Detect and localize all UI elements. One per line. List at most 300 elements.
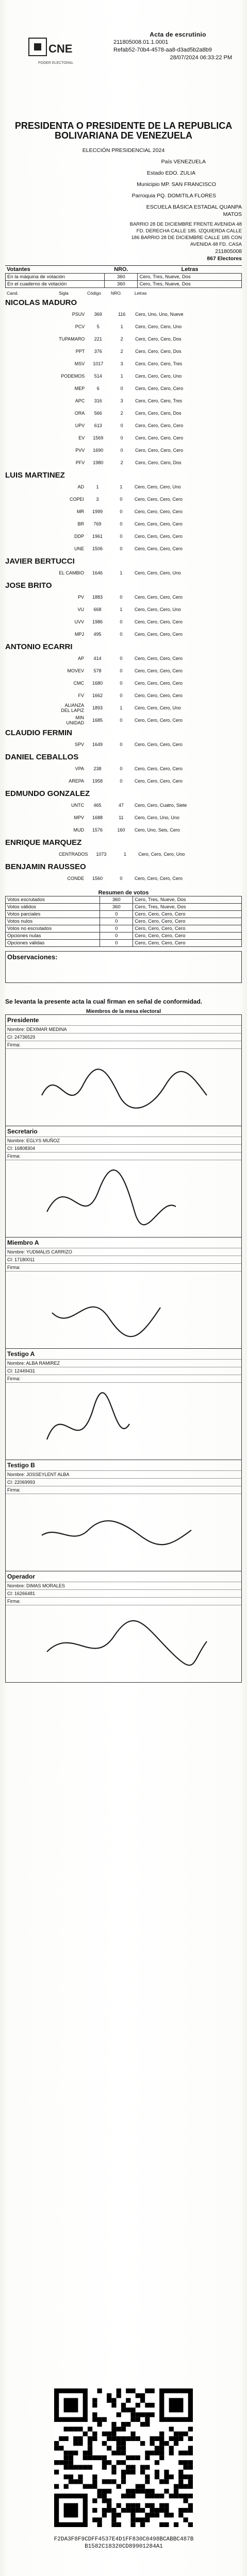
qr-module [83,2484,88,2489]
qr-module [130,2494,135,2498]
cell-letras: Cero, Cero, Cero, Cero [134,534,183,539]
qr-module [78,2475,83,2479]
table-row [5,505,242,518]
qr-module [178,2475,183,2479]
qr-module [130,2522,135,2527]
cell-logo [5,395,57,407]
member-firma-label: Firma: [6,1041,241,1048]
qr-module [92,2398,97,2403]
cell-logo [5,799,57,811]
table-row [5,591,242,603]
qr-module [121,2479,126,2484]
cell-letras: Cero, Cero, Cero, Cero [134,521,183,527]
qr-module [164,2475,169,2479]
candidate-party-table [5,567,242,579]
candidate-party-table [5,591,242,640]
cell-sigla: MR [77,509,85,514]
cell-logo [5,444,57,456]
qr-module [117,2436,121,2441]
qr-module [69,2455,73,2460]
cell-logo [5,775,57,787]
cell-sigla: TUPAMARO [58,336,85,342]
cell-nro: 47 [118,803,124,808]
cell-nro: 1 [120,324,123,329]
cell-sigla: PPT [75,349,85,354]
qr-module [117,2393,121,2398]
qr-module [178,2508,183,2513]
qr-module [121,2451,126,2455]
candidate-name: EDMUNDO GONZALEZ [5,789,90,798]
cell-nro: 3 [120,361,123,366]
cell-letras: Cero, Cero, Cero, Cero [134,693,183,698]
qr-module [54,2470,59,2475]
cell-letras: Cero, Cero, Cero, Cero [134,632,183,637]
cell-nro: 0 [120,595,123,600]
qr-module [140,2465,145,2469]
qr-module [88,2455,92,2460]
member-firma-label: Firma: [6,1597,241,1605]
cell-letras: Cero, Cero, Cero, Cero [134,876,183,881]
member-firma-label: Firma: [6,1375,241,1382]
table-row [5,872,242,885]
qr-module [145,2403,150,2408]
table-row [5,407,242,419]
qr-finder [64,2398,78,2413]
cell-nro: 2 [120,460,123,465]
cell-nro: 160 [117,827,125,833]
qr-module [111,2403,116,2408]
qr-module [140,2508,145,2513]
cell-codigo: 1569 [93,435,104,440]
cell-logo [5,702,57,714]
qr-module [117,2441,121,2446]
qr-module [78,2479,83,2484]
qr-module [150,2508,155,2513]
qr-module [159,2522,164,2527]
cell-sigla: BR [77,521,85,527]
qr-module [107,2460,111,2465]
candidate-party-table [5,738,242,751]
qr-module [150,2388,155,2393]
cell-sigla: ORA [74,411,85,416]
qr-module [188,2465,193,2469]
table-row [5,308,242,320]
member-firma-label: Firma: [6,1486,241,1494]
qr-module [97,2417,102,2422]
qr-finder [169,2398,184,2413]
cell-sigla: PV [78,595,85,600]
qr-module [130,2412,135,2417]
qr-module [107,2398,111,2403]
voting-center: ESCUELA BÁSICA ESTADAL QUANPA MATOS [146,204,242,217]
cell-nro: 1 [120,484,123,489]
qr-module [88,2427,92,2431]
qr-module [69,2479,73,2484]
qr-module [130,2436,135,2441]
candidates-list [5,296,242,885]
summary-nro: 0 [100,933,133,940]
qr-module [107,2498,111,2503]
qr-module [59,2436,63,2441]
qr-module [64,2455,69,2460]
qr-module [111,2398,116,2403]
qr-module [130,2503,135,2508]
cell-nro: 1 [120,570,123,575]
cell-nro: 116 [118,312,126,317]
qr-module [117,2484,121,2489]
letras-header: Letras [181,266,199,273]
cell-codigo: 769 [93,521,102,527]
qr-module [107,2508,111,2513]
cell-codigo: 668 [93,607,102,612]
cell-codigo: 465 [93,803,102,808]
table-row [5,518,242,530]
qr-module [69,2460,73,2465]
cell-logo [5,824,57,836]
qr-module [92,2517,97,2522]
qr-module [164,2479,169,2484]
signature-stroke [42,1069,207,1108]
cell-letras: Cero, Cero, Cero, Cero [134,681,183,686]
qr-module [97,2522,102,2527]
qr-module [164,2508,169,2513]
cell-nro: 0 [120,742,123,747]
qr-module [150,2513,155,2517]
cell-codigo: 1980 [93,460,104,465]
cell-letras: Cero, Cero, Cero, Dos [135,460,182,465]
qr-module [130,2465,135,2469]
state: Estado EDO. ZULIA [147,170,195,176]
summary-letras: Cero, Cero, Cero, Cero [133,918,242,925]
signature-image [37,1499,212,1566]
member-ci: CI: 16266481 [6,1589,241,1597]
acta-timestamp: 28/07/2024 06:33:22 PM [170,55,232,61]
receipt-header [0,0,247,124]
cell-codigo: 1883 [92,595,103,600]
cell-sigla: CMC [73,681,85,686]
qr-module [183,2508,188,2513]
cell-logo [5,738,57,751]
municipality: Municipio MP. SAN FRANCISCO [137,181,216,188]
cell-sigla: UNE [74,546,85,551]
qr-module [145,2503,150,2508]
cell-logo [5,677,57,689]
qr-module [102,2479,107,2484]
cell-letras: Cero, Cero, Cero, Cero [134,595,183,600]
cell-logo [5,543,57,555]
qr-module [159,2479,164,2484]
cell-letras: Cero, Cero, Cero, Cero [135,423,184,428]
candidate-block [5,469,242,555]
qr-module [111,2513,116,2517]
cell-logo [5,320,57,333]
qr-module [59,2460,63,2465]
table-row [5,481,242,493]
cell-sigla: CONDE [67,876,85,881]
summary-row [6,940,242,947]
cell-nro: 11 [119,815,124,820]
cell-logo [5,872,57,885]
qr-module [97,2494,102,2498]
cell-logo [5,345,57,358]
summary-nro: 0 [100,911,133,918]
qr-module [183,2484,188,2489]
candidate-name: CLAUDIO FERMIN [5,728,72,737]
cell-letras: Cero, Cero, Cero, Cero [134,778,183,784]
cell-codigo: 3 [96,497,99,502]
cell-codigo: 5 [96,324,100,329]
cell-codigo: 1986 [92,619,103,624]
table-row [5,603,242,616]
qr-module [126,2494,130,2498]
cell-codigo: 316 [94,398,102,403]
qr-module [83,2465,88,2469]
qr-module [136,2436,140,2441]
summary-label: Votos nulos [6,918,100,925]
qr-module [188,2436,193,2441]
qr-module [111,2422,116,2427]
qr-module [121,2508,126,2513]
closing-text: Se levanta la presente acta la cual firman en señal de conformidad. [5,998,203,1005]
qr-module [130,2513,135,2517]
qr-module [126,2503,130,2508]
cell-sigla: PCV [75,324,85,329]
qr-module [178,2460,183,2465]
cell-sigla: APC [75,398,85,403]
cell-logo [5,382,57,395]
cell-nro: 0 [120,386,123,391]
cell-codigo: 1961 [92,534,103,539]
qr-module [117,2513,121,2517]
cell-nro: 0 [120,632,123,637]
qr-module [126,2436,130,2441]
member-block [6,1571,241,1682]
qr-module [150,2503,155,2508]
qr-module [107,2503,111,2508]
cell-codigo: 221 [94,336,102,342]
signature-area [6,1160,241,1237]
cell-nro: 1 [123,852,126,857]
cell-logo [5,481,57,493]
qr-module [111,2436,116,2441]
qr-module [102,2465,107,2469]
summary-nro: 360 [100,904,133,911]
qr-module [140,2470,145,2475]
candidate-block [5,726,242,751]
cell-logo [5,370,57,382]
qr-module [183,2460,188,2465]
candidate-party-table [5,308,242,469]
qr-module [174,2431,178,2436]
summary-row [6,918,242,925]
cell-letras: Cero, Cero, Cero, Uno [134,705,181,710]
cell-nro: 0 [120,423,123,428]
parish: Parroquia PQ. DOMITILA FLORES [131,193,216,199]
member-name: Nombre: YUDMALIS CARRIZO [6,1248,241,1256]
qr-module [145,2412,150,2417]
qr-module [183,2517,188,2522]
cell-sigla: EV [78,435,85,440]
summary-row [6,896,242,904]
table-row [5,370,242,382]
table-row [5,543,242,555]
table-row [5,652,242,665]
qr-module [111,2451,116,2455]
candidate-block [5,836,242,860]
member-name: Nombre: DIMAS MORALES [6,1582,241,1589]
qr-module [54,2441,59,2446]
qr-module [97,2422,102,2427]
cell-logo [5,848,57,860]
cell-nro: 0 [120,656,123,661]
footer-hash: F2DA3F8F9CDFF4537E4D1FF830C0498BCABBC487B B1582C18320CD89901284A1 [54,2536,194,2550]
member-block [6,1348,241,1460]
qr-module [145,2517,150,2522]
qr-module [136,2455,140,2460]
qr-module [136,2503,140,2508]
table-row [5,456,242,469]
table-row [5,848,242,860]
cell-sigla: AP [78,656,85,661]
qr-module [169,2513,174,2517]
qr-module [73,2436,78,2441]
summary-label: Votos no escrutados [6,925,100,933]
qr-module [126,2408,130,2412]
qr-module [107,2446,111,2450]
qr-module [92,2436,97,2441]
voters-table [5,265,242,273]
qr-module [126,2455,130,2460]
voters-header: Votantes [7,266,30,273]
candidate-block [5,751,242,787]
member-ci: CI: 17180011 [6,1256,241,1263]
signature-area [6,1382,241,1460]
qr-module [69,2475,73,2479]
qr-module [188,2427,193,2431]
cell-logo [5,628,57,640]
member-role: Secretario [6,1126,241,1137]
qr-module [117,2412,121,2417]
qr-module [64,2427,69,2431]
cell-logo [5,333,57,345]
signature-area [6,1605,241,1682]
summary-label: Votos parciales [6,911,100,918]
candidate-name: LUIS MARTINEZ [5,471,65,480]
qr-module [145,2489,150,2494]
qr-module [140,2422,145,2427]
qr-module [164,2441,169,2446]
acta-meta [113,31,242,62]
cell-sigla: MPJ [75,632,85,637]
summary-letras: Cero, Cero, Cero, Cero [133,940,242,947]
qr-module [107,2489,111,2494]
cell-codigo: 1680 [92,681,103,686]
table-row [5,665,242,677]
cell-codigo: 1506 [92,546,103,551]
qr-module [188,2451,193,2455]
qr-module [145,2479,150,2484]
qr-module [92,2403,97,2408]
qr-module [155,2508,159,2513]
qr-module [136,2508,140,2513]
qr-module [121,2408,126,2412]
member-role: Presidente [6,1014,241,1025]
qr-module [73,2479,78,2484]
qr-module [178,2484,183,2489]
cell-codigo: 1958 [92,778,103,784]
cell-letras: Cero, Uno, Seis, Cero [134,827,180,833]
summary-letras: Cero, Cero, Cero, Cero [133,911,242,918]
qr-module [111,2427,116,2431]
cell-codigo: 414 [93,656,102,661]
cell-nro: 2 [120,349,123,354]
signature-stroke [42,1521,191,1545]
table-row [5,824,242,836]
summary-label: Opciones válidas [6,940,100,947]
signature-area [6,1494,241,1571]
cell-sigla: COPEI [70,497,85,502]
qr-module [140,2398,145,2403]
cell-letras: Cero, Cero, Cero, Cero [134,546,183,551]
qr-module [150,2441,155,2446]
qr-module [107,2479,111,2484]
cell-sigla: MOVEV [67,668,85,673]
qr-module [97,2517,102,2522]
qr-module [178,2451,183,2455]
cell-nro: 0 [120,619,123,624]
qr-module [188,2522,193,2527]
qr-module [150,2489,155,2494]
cell-sigla: MEP [74,386,85,391]
logo-text: CNE [48,42,73,55]
cell-logo [5,518,57,530]
qr-module [92,2508,97,2513]
cell-codigo: 1 [96,484,99,489]
signature-image [37,1388,212,1455]
cell-letras: Cero, Cero, Cuatro, Siete [134,803,187,808]
qr-module [140,2441,145,2446]
qr-module [155,2451,159,2455]
cell-letras: Cero, Cero, Cero, Uno [134,484,181,489]
qr-module [88,2436,92,2441]
table-row [5,811,242,824]
member-role: Miembro A [6,1237,241,1248]
cell-codigo: 566 [94,411,102,416]
logo-subtext: PODER ELECTORAL [38,61,74,65]
election-name: ELECCIÓN PRESIDENCIAL 2024 [82,147,165,154]
cell-codigo: 495 [93,632,102,637]
summary-title: Resumen de votos [98,890,149,896]
qr-module [73,2451,78,2455]
cell-logo [5,811,57,824]
qr-module [111,2508,116,2513]
summary-table [5,896,242,947]
cell-letras: Cero, Cero, Cero, Tres [135,361,183,366]
cell-nro: 1 [120,705,123,710]
qr-module [145,2513,150,2517]
candidate-name: DANIEL CEBALLOS [5,753,79,761]
summary-row [6,911,242,918]
qr-module [174,2494,178,2498]
cell-codigo: 1646 [92,570,103,575]
qr-module [155,2446,159,2450]
qr-module [121,2427,126,2431]
qr-module [83,2431,88,2436]
qr-module [169,2451,174,2455]
qr-module [130,2489,135,2494]
candidate-name: BENJAMIN RAUSSEO [5,862,86,871]
qr-module [178,2513,183,2517]
